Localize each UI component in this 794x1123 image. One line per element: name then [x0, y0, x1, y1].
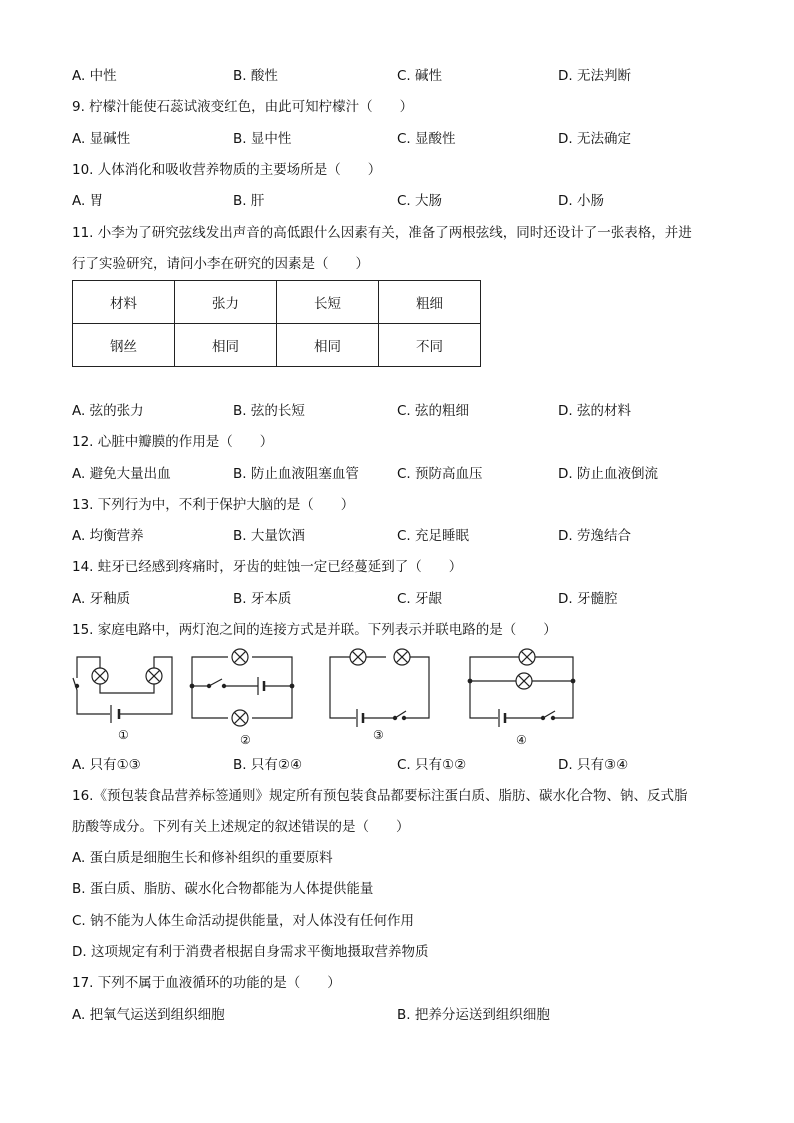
q13-stem: 13. 下列行为中，不利于保护大脑的是（ ）: [72, 497, 355, 513]
q16-option-b: B. 蛋白质、脂肪、碳水化合物都能为人体提供能量: [72, 881, 374, 897]
q10-stem: 10. 人体消化和吸收营养物质的主要场所是（ ）: [72, 162, 382, 178]
q11-option-b: B. 弦的长短: [233, 403, 305, 419]
q12-stem: 12. 心脏中瓣膜的作用是（ ）: [72, 434, 274, 450]
lamp-icon: [232, 649, 248, 665]
q16-stem-line1: 16.《预包装食品营养标签通则》规定所有预包装食品都要标注蛋白质、脂肪、碳水化合物、钠、反式脂: [72, 788, 688, 804]
table-cell: 粗细: [379, 281, 481, 324]
q8-option-a: A. 中性: [72, 68, 117, 84]
q13-option-a: A. 均衡营养: [72, 528, 144, 544]
circuit-1: [73, 657, 172, 723]
table-cell: 钢丝: [73, 324, 175, 367]
q14-option-d: D. 牙髓腔: [558, 591, 618, 607]
q10-option-c: C. 大肠: [397, 193, 443, 209]
q16-stem-line2: 肪酸等成分。下列有关上述规定的叙述错误的是（ ）: [72, 819, 410, 835]
table-cell: 长短: [277, 281, 379, 324]
q11-option-d: D. 弦的材料: [558, 403, 631, 419]
q15-stem: 15. 家庭电路中，两灯泡之间的连接方式是并联。下列表示并联电路的是（ ）: [72, 622, 557, 638]
lamp-icon: [146, 668, 162, 684]
q8-option-b: B. 酸性: [233, 68, 278, 84]
table-cell: 相同: [175, 324, 277, 367]
q15-option-c: C. 只有①②: [397, 757, 467, 773]
lamp-icon: [350, 649, 366, 665]
circuit-label-4: ④: [516, 733, 527, 747]
q8-option-d: D. 无法判断: [558, 68, 631, 84]
circuit-3: [330, 657, 429, 727]
q13-option-c: C. 充足睡眠: [397, 528, 470, 544]
circuit-label-2: ②: [240, 733, 251, 747]
q11-stem-line1: 11. 小李为了研究弦线发出声音的高低跟什么因素有关，准备了两根弦线，同时还设计了一张表格，并进: [72, 225, 692, 241]
q10-option-d: D. 小肠: [558, 193, 604, 209]
q15-option-b: B. 只有②④: [233, 757, 303, 773]
lamp-icon: [394, 649, 410, 665]
q16-option-c: C. 钠不能为人体生命活动提供能量，对人体没有任何作用: [72, 913, 415, 929]
q12-option-c: C. 预防高血压: [397, 466, 483, 482]
circuit-label-3: ③: [373, 728, 384, 742]
q11-option-a: A. 弦的张力: [72, 403, 144, 419]
table-cell: 材料: [73, 281, 175, 324]
q9-option-c: C. 显酸性: [397, 131, 456, 147]
table-cell: 张力: [175, 281, 277, 324]
table-cell: 相同: [277, 324, 379, 367]
q9-option-b: B. 显中性: [233, 131, 292, 147]
q15-option-d: D. 只有③④: [558, 757, 629, 773]
q9-stem: 9. 柠檬汁能使石蕊试液变红色，由此可知柠檬汁（ ）: [72, 99, 414, 115]
q14-option-a: A. 牙釉质: [72, 591, 131, 607]
q13-option-b: B. 大量饮酒: [233, 528, 305, 544]
q11-stem-line2: 行了实验研究，请问小李在研究的因素是（ ）: [72, 256, 369, 272]
q8-option-c: C. 碱性: [397, 68, 443, 84]
lamp-icon: [92, 668, 108, 684]
table-header-row: [73, 281, 481, 324]
q13-option-d: D. 劳逸结合: [558, 528, 631, 544]
q10-option-b: B. 肝: [233, 193, 265, 209]
q11-experiment-table: [72, 280, 481, 367]
circuit-2: [190, 657, 294, 718]
q14-option-c: C. 牙龈: [397, 591, 443, 607]
q12-option-a: A. 避免大量出血: [72, 466, 171, 482]
q12-option-b: B. 防止血液阻塞血管: [233, 466, 359, 482]
q16-option-d: D. 这项规定有利于消费者根据自身需求平衡地摄取营养物质: [72, 944, 429, 960]
q14-stem: 14. 蛀牙已经感到疼痛时，牙齿的蛀蚀一定已经蔓延到了（ ）: [72, 559, 463, 575]
table-cell: 不同: [379, 324, 481, 367]
lamp-icon: [519, 649, 535, 665]
q17-option-a: A. 把氧气运送到组织细胞: [72, 1007, 225, 1023]
q15-option-a: A. 只有①③: [72, 757, 141, 773]
q16-option-a: A. 蛋白质是细胞生长和修补组织的重要原料: [72, 850, 333, 866]
q17-stem: 17. 下列不属于血液循环的功能的是（ ）: [72, 975, 341, 991]
q9-option-d: D. 无法确定: [558, 131, 631, 147]
q10-option-a: A. 胃: [72, 193, 104, 209]
circuit-4: [468, 657, 575, 727]
q14-option-b: B. 牙本质: [233, 591, 292, 607]
lamp-icon: [232, 710, 248, 726]
lamp-icon: [516, 673, 532, 689]
q9-option-a: A. 显碱性: [72, 131, 131, 147]
q12-option-d: D. 防止血液倒流: [558, 466, 658, 482]
q17-option-b: B. 把养分运送到组织细胞: [397, 1007, 550, 1023]
circuit-label-1: ①: [118, 728, 129, 742]
table-row: [73, 324, 481, 367]
q11-option-c: C. 弦的粗细: [397, 403, 470, 419]
